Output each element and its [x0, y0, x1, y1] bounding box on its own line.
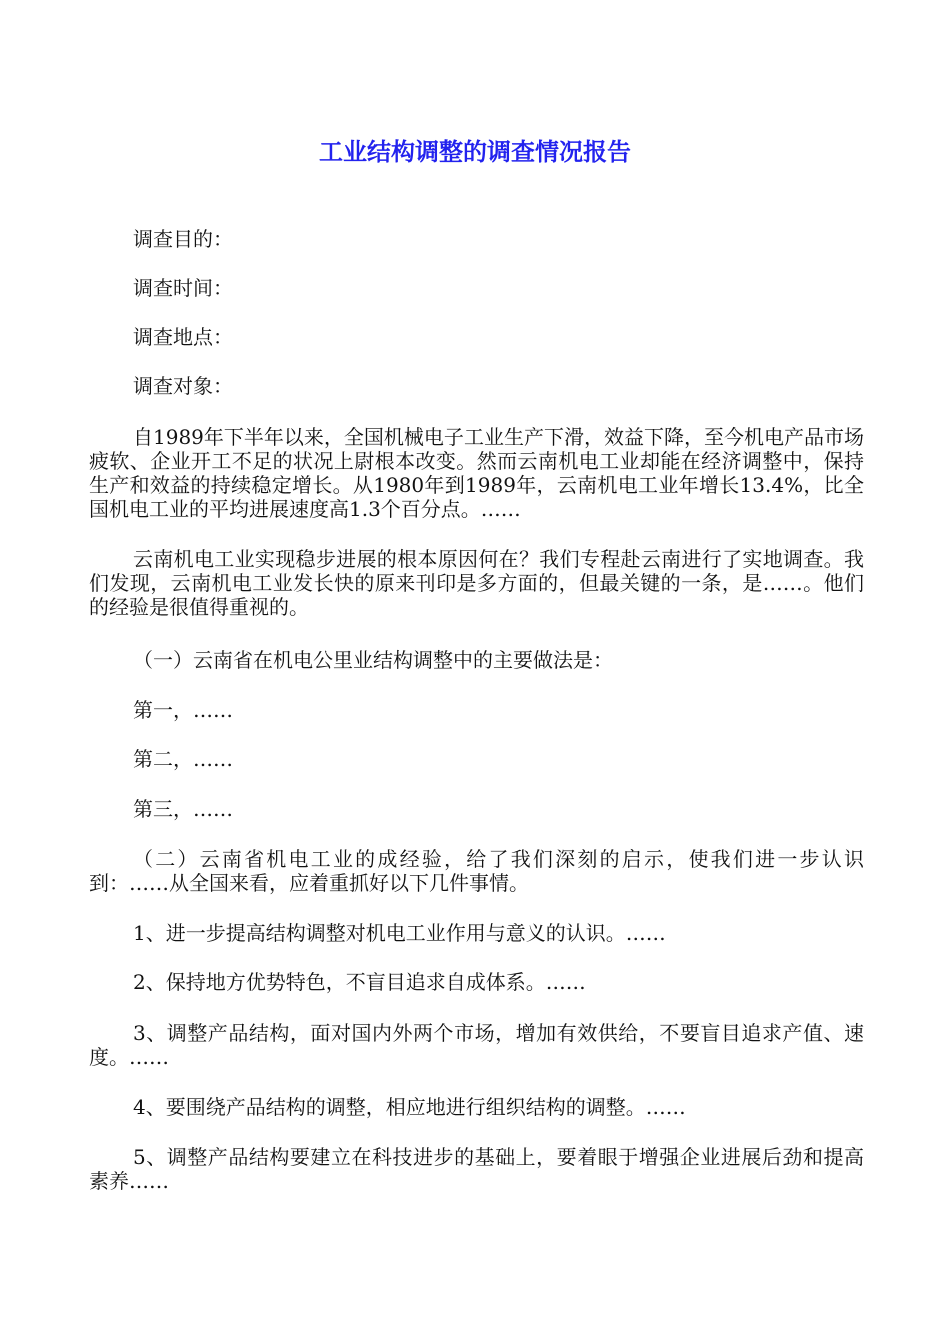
paragraph-text: 5、调整产品结构要建立在科技进步的基础上，要着眼于增强企业进展后劲和提高素养……: [89, 1145, 864, 1193]
paragraph-item-1: [89, 921, 864, 945]
paragraph-text: 第三，……: [133, 797, 233, 821]
paragraph-item-4: [89, 1095, 864, 1119]
paragraph-item-5: [89, 1145, 864, 1193]
paragraph-text: 调查对象：: [133, 374, 233, 398]
paragraph-text: 自1989年下半年以来，全国机械电子工业生产下滑，效益下降，至今机电产品市场疲软、企业开工不足的状况上尉根本改变。然而云南机电工业却能在经济调整中，保持生产和效益的持续稳定增长。从1980年到1989年，云南机电工业年增长13.4%，比全国机电工业的平均进展速度高1.3个百分点。……: [89, 425, 864, 521]
paragraph-subject: [89, 374, 864, 398]
paragraph-text: 2、保持地方优势特色，不盲目追求自成体系。……: [133, 970, 586, 994]
document-title: 工业结构调整的调查情况报告: [319, 138, 631, 166]
paragraph-item-3: [89, 1021, 864, 1069]
paragraph-section-two: [89, 847, 864, 895]
paragraph-section-one: [89, 648, 864, 672]
paragraph-text: 云南机电工业实现稳步进展的根本原因何在？我们专程赴云南进行了实地调查。我们发现，云南机电工业发长快的原来刊印是多方面的，但最关键的一条，是……。他们的经验是很值得重视的。: [89, 547, 864, 619]
paragraph-text: 3、调整产品结构，面对国内外两个市场，增加有效供给，不要盲目追求产值、速度。……: [89, 1021, 864, 1069]
paragraph-text: 第一，……: [133, 698, 233, 722]
paragraph-text: 1、进一步提高结构调整对机电工业作用与意义的认识。……: [133, 921, 666, 945]
paragraph-item-2: [89, 970, 864, 994]
paragraph-second: [89, 747, 864, 771]
paragraph-text: 第二，……: [133, 747, 233, 771]
paragraph-reason: [89, 547, 864, 619]
paragraph-time: [89, 276, 864, 300]
paragraph-text: 调查地点：: [133, 325, 233, 349]
paragraph-background: [89, 425, 864, 521]
paragraph-text: 4、要围绕产品结构的调整，相应地进行组织结构的调整。……: [133, 1095, 686, 1119]
paragraph-third: [89, 797, 864, 821]
paragraph-first: [89, 698, 864, 722]
paragraph-text: 调查时间：: [133, 276, 233, 300]
paragraph-text: （二）云南省机电工业的成经验，给了我们深刻的启示，使我们进一步认识到：……从全国来看，应着重抓好以下几件事情。: [89, 847, 864, 895]
paragraph-location: [89, 325, 864, 349]
paragraph-purpose: [89, 227, 864, 251]
paragraph-text: 调查目的：: [133, 227, 233, 251]
paragraph-text: （一）云南省在机电公里业结构调整中的主要做法是：: [133, 648, 613, 672]
